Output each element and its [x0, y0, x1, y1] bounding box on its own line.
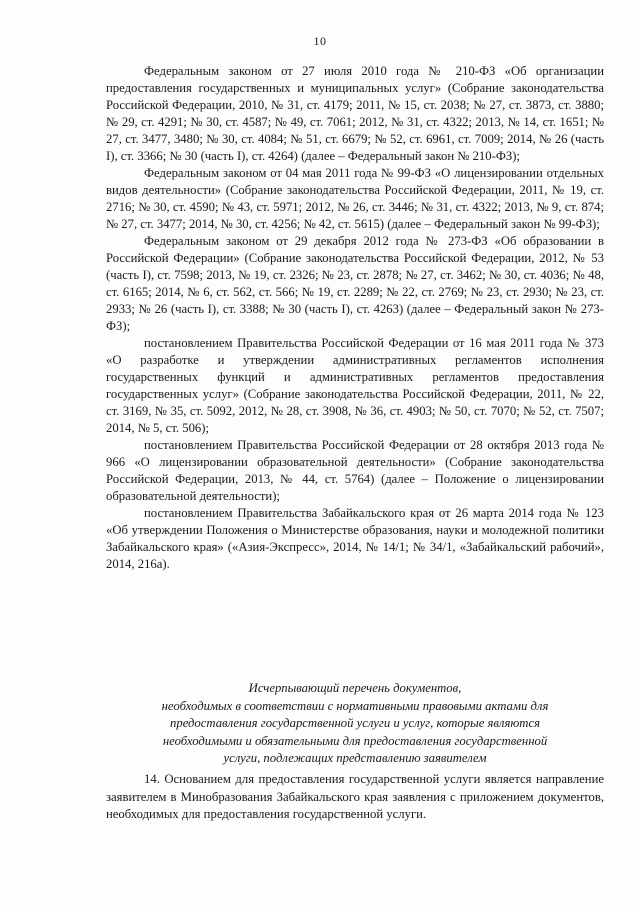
paragraph-resolution-123: постановлением Правительства Забайкальского края от 26 марта 2014 года № 123 «Об утверждении Положения о Министерстве образования, науки и молодежной политики Забайкальского края» («Азия-Экспресс», 2014, № 14/1; № 34/1, «Забайкальский рабочий», 2014, 216а).	[106, 506, 604, 571]
paragraph-fz-273: Федеральным законом от 29 декабря 2012 года № 273-ФЗ «Об образовании в Российской Федерации» (Собрание законодательства Российской Федерации, 2012, № 53 (часть I), ст. 7598; 2013, № 19, ст. 2326; № 23, ст. 2878; № 27, ст. 3462; № 30, ст. 4036; № 48, ст. 6165; 2014, № 6, ст. 562, ст. 566; № 19, ст. 2289; № 22, ст. 2769; № 23, ст. 2930; № 23, ст. 2933; № 26 (часть I), ст. 3388; № 30 (часть I), ст. 4263) (далее – Федеральный закон № 273-ФЗ);	[106, 234, 604, 333]
section-heading	[112, 680, 598, 768]
paragraph-fz-210: Федеральным законом от 27 июля 2010 года № 210-ФЗ «Об организации предоставления государственных и муниципальных услуг» (Собрание законодательства Российской Федерации, 2010, № 31, ст. 4179; 2011, № 15, ст. 2038; № 27, ст. 3873, ст. 3880; № 29, ст. 4291; № 30, ст. 4587; № 49, ст. 7061; 2012, № 31, ст. 4322; 2013, № 14, ст. 1651; № 27, ст. 3477, 3480; № 30, ст. 4084; № 51, ст. 6679; № 52, ст. 6961, ст. 7009; 2014, № 26 (часть I), ст. 3366; № 30 (часть I), ст. 4264) (далее – Федеральный закон № 210-ФЗ);	[106, 64, 604, 163]
paragraph-resolution-373: постановлением Правительства Российской Федерации от 16 мая 2011 года № 373 «О разработке и утверждении административных регламентов исполнения государственных функций и административных регламентов предоставления государственных услуг» (Собрание законодательства Российской Федерации, 2011, № 22, ст. 3169, № 35, ст. 5092, 2012, № 28, ст. 3908, № 36, ст. 4903; № 50, ст. 7070; № 52, ст. 7507; 2014, № 5, ст. 506);	[106, 336, 604, 435]
page-number: 10	[313, 34, 327, 48]
heading-line: услуги, подлежащих представлению заявителем	[223, 751, 487, 765]
legal-basis-list	[106, 63, 604, 573]
paragraph-fz-99: Федеральным законом от 04 мая 2011 года № 99-ФЗ «О лицензировании отдельных видов деятельности» (Собрание законодательства Российской Федерации, 2011, № 19, ст. 2716; № 30, ст. 4590; № 43, ст. 5971; 2012, № 26, ст. 3446; № 31, ст. 4322; 2013, № 9, ст. 874; № 27, ст. 3477; 2014, № 30, ст. 4256; № 42, ст. 5615) (далее – Федеральный закон № 99-ФЗ);	[106, 166, 604, 231]
heading-line: необходимых в соответствии с нормативными правовыми актами для	[161, 698, 549, 713]
heading-line: Исчерпывающий перечень документов,	[248, 681, 462, 695]
paragraph-14: 14. Основанием для предоставления государственной услуги является направление заявителем в Минобразования Забайкальского края заявления с приложением документов, необходимых для предоставления государственной услуги.	[106, 772, 604, 821]
heading-line: предоставления государственной услуги и услуг, которые являются	[170, 716, 540, 730]
final-section	[106, 771, 604, 824]
paragraph-resolution-966: постановлением Правительства Российской Федерации от 28 октября 2013 года № 966 «О лицензировании образовательной деятельности» (Собрание законодательства Российской Федерации, 2013, № 44, ст. 5764) (далее – Положение о лицензировании образовательной деятельности);	[106, 438, 604, 503]
heading-line: необходимыми и обязательными для предоставления государственной	[162, 733, 548, 748]
